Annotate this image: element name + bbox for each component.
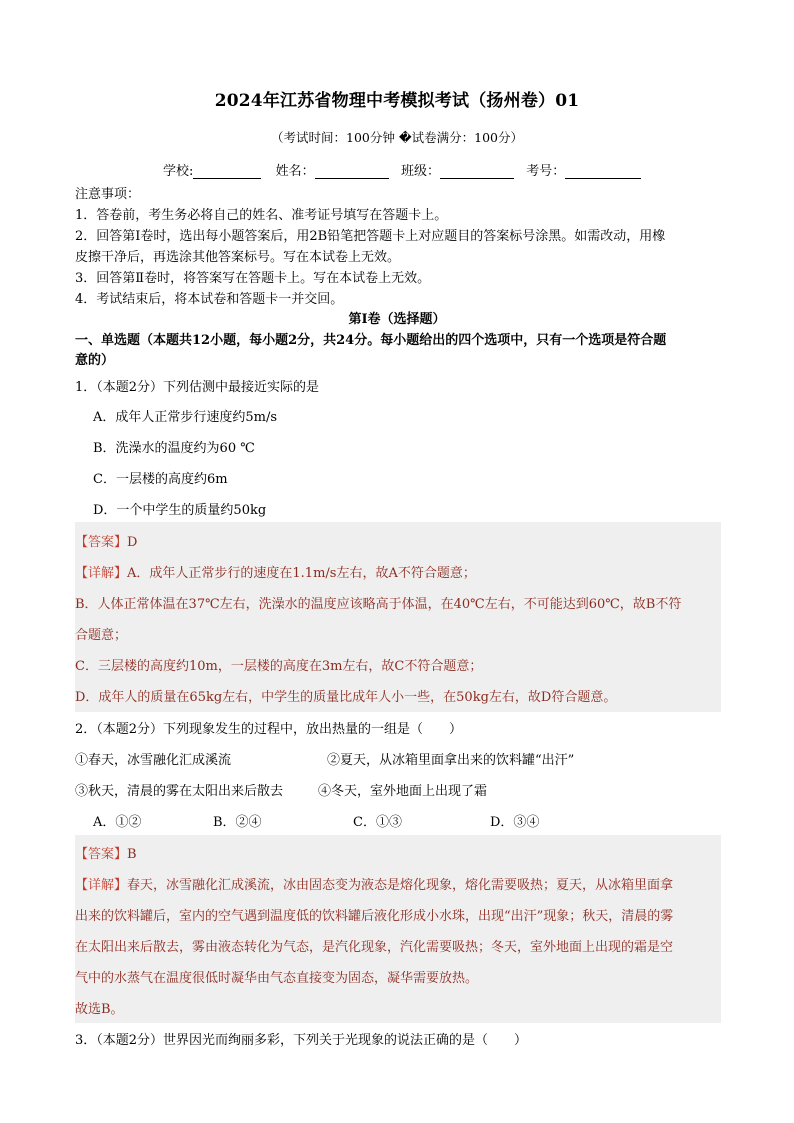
- q1-detail-line: 合题意；: [75, 628, 128, 643]
- section-instruction: 一、单选题（本题共12小题，每小题2分，共24分。每小题给出的四个选项中，只有一个选项是符合题: [75, 333, 667, 348]
- q1-answer-block: [75, 522, 721, 712]
- student-info-fields: [163, 160, 641, 179]
- notes-heading: 注意事项：: [75, 187, 141, 202]
- q1-detail-line: D．成年人的质量在65kg左右，中学生的质量比成年人小一些，在50kg左右，故D符合题意。: [75, 690, 617, 705]
- class-label: 班级：: [400, 164, 440, 179]
- q2-detail-line: 在太阳出来后散去，雾由液态转化为气态，是汽化现象，汽化需要吸热；冬天，室外地面上出现的霜是空: [75, 940, 674, 955]
- answer-tag: 【答案】: [75, 847, 128, 862]
- q2-item: ④冬天，室外地面上出现了霜: [318, 784, 488, 799]
- exam-subtitle: （考试时间：100分钟 �试卷满分：100分）: [270, 130, 523, 145]
- section-instruction-cont: 意的）: [75, 353, 115, 368]
- class-blank: [440, 164, 514, 179]
- q1-option-d: D．一个中学生的质量约50kg: [93, 503, 267, 518]
- q2-detail-line: 出来的饮料罐后，室内的空气遇到温度低的饮料罐后液化形成小水珠，出现“出汗”现象；秋天，清晨的雾: [75, 909, 674, 924]
- question-1-stem: 1．（本题2分）下列估测中最接近实际的是: [75, 380, 320, 395]
- q2-detail-line: 故选B。: [75, 1002, 124, 1017]
- question-3-stem: 3．（本题2分）世界因光而绚丽多彩，下列关于光现象的说法正确的是（ ）: [75, 1033, 528, 1048]
- q2-item: ③秋天，清晨的雾在太阳出来后散去: [75, 784, 284, 799]
- q1-answer: [75, 531, 137, 550]
- q1-option-c: C．一层楼的高度约6m: [93, 472, 228, 487]
- number-label: 考号：: [526, 164, 566, 179]
- section-title: 第Ⅰ卷（选择题）: [348, 312, 446, 327]
- answer-tag: 【答案】: [75, 535, 128, 550]
- q1-detail-line: B．人体正常体温在37℃左右，洗澡水的温度应该略高于体温，在40℃左右，不可能达到60℃，故B不符: [75, 597, 682, 612]
- detail-text: A．成年人正常步行的速度在1.1m/s左右，故A不符合题意；: [127, 566, 476, 581]
- q2-detail-line: [75, 874, 673, 893]
- note-item: 3．回答第Ⅱ卷时，将答案写在答题卡上。写在本试卷上无效。: [75, 271, 431, 286]
- q2-detail-line: 气中的水蒸气在温度很低时凝华由气态直接变为固态，凝华需要放热。: [75, 971, 479, 986]
- q2-option-d: D．③④: [490, 815, 540, 830]
- q1-option-a: A．成年人正常步行速度约5m/s: [93, 410, 278, 425]
- q2-answer: [75, 843, 137, 862]
- q2-option-a: A．①②: [93, 815, 142, 830]
- note-item: 2．回答第Ⅰ卷时，选出每小题答案后，用2B铅笔把答题卡上对应题目的答案标号涂黑。如需改动，用橡: [75, 229, 666, 244]
- q2-option-b: B．②④: [213, 815, 262, 830]
- q1-detail-line: [75, 562, 476, 581]
- q2-item: ①春天，冰雪融化汇成溪流: [75, 753, 232, 768]
- note-item: 4．考试结束后，将本试卷和答题卡一并交回。: [75, 292, 344, 307]
- q1-detail-line: C．三层楼的高度约10m，一层楼的高度在3m左右，故C不符合题意；: [75, 659, 483, 674]
- question-2-stem: 2．（本题2分）下列现象发生的过程中，放出热量的一组是（ ）: [75, 722, 463, 737]
- q2-answer-block: [75, 835, 721, 1023]
- detail-tag: 【详解】: [75, 566, 128, 581]
- school-blank: [193, 164, 261, 179]
- name-blank: [315, 164, 389, 179]
- name-label: 姓名：: [275, 164, 315, 179]
- note-item: 皮擦干净后，再选涂其他答案标号。写在本试卷上无效。: [75, 250, 401, 265]
- school-label: 学校:: [163, 164, 194, 179]
- detail-text: 春天，冰雪融化汇成溪流，冰由固态变为液态是熔化现象，熔化需要吸热；夏天，从冰箱里面拿: [127, 878, 674, 893]
- detail-tag: 【详解】: [75, 878, 128, 893]
- exam-title: 2024年江苏省物理中考模拟考试（扬州卷）01: [214, 91, 580, 111]
- answer-value: B: [127, 847, 137, 862]
- q2-option-c: C．①③: [353, 815, 402, 830]
- number-blank: [565, 164, 641, 179]
- note-item: 1．答卷前，考生务必将自己的姓名、准考证号填写在答题卡上。: [75, 208, 448, 223]
- q2-item: ②夏天，从冰箱里面拿出来的饮料罐“出汗”: [327, 753, 575, 768]
- answer-value: D: [127, 535, 138, 550]
- q1-option-b: B．洗澡水的温度约为60 ℃: [93, 441, 255, 456]
